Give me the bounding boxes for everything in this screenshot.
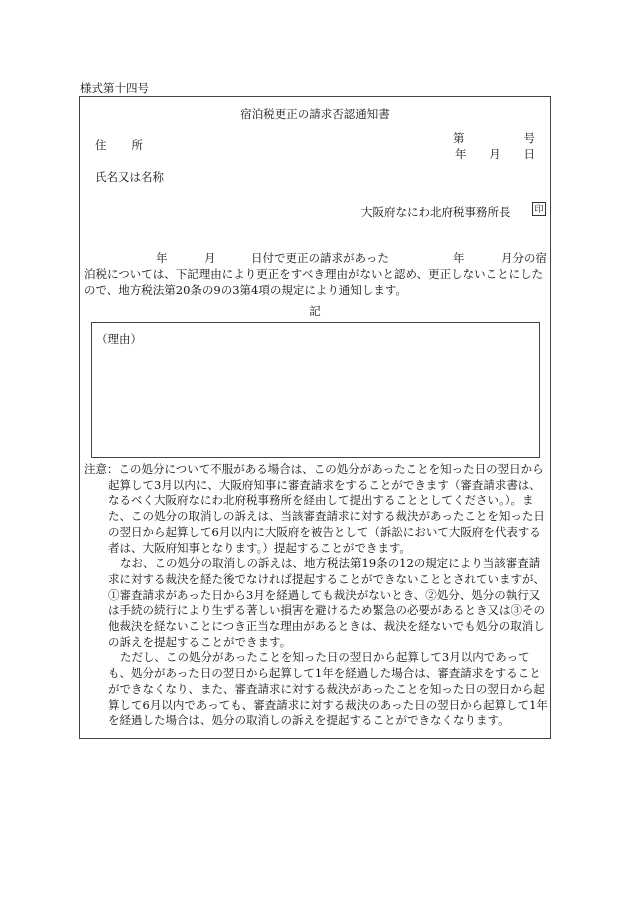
- body-line-3: ので、地方税法第20条の9の3第4項の規定により通知します。: [84, 283, 407, 297]
- doc-no-go: 号: [523, 131, 535, 145]
- date-month: 月: [489, 147, 501, 161]
- body-year-b: 年: [453, 251, 465, 265]
- address-label: [95, 137, 143, 153]
- body-line-2: 泊税については、下記理由により更正をすべき理由がないと認め、更正しないことにした: [84, 267, 544, 281]
- address-label-b: 所: [131, 138, 143, 152]
- notice-paragraph-2: なお、この処分の取消しの訴えは、地方税法第19条の12の規定により当該審査請求に対する裁決を経た後でなければ提起することができないこととされていますが、①審査請求があった日から3月を経過しても裁決がないとき、②処分、処分の執行又は手続の続行により生ずる著しい損害を避けるため緊急の必要があるとき又は③その他裁決を経ないことにつき正当な理由があるときは、裁決を経ないでも処分の取消しの訴えを提起することができます。: [108, 556, 545, 649]
- body-year-a: 年: [156, 251, 168, 265]
- body-line1-end: 月分の宿: [501, 251, 547, 265]
- notice-paragraph-3: ただし、この処分があったことを知った日の翌日から起算して3月以内であっても、処分があった日の翌日から起算して1年を経過した場合は、審査請求をすることができなくなり、また、審査請求に対する裁決があったことを知った日の翌日から起算して6月以内であっても、審査請求に対する裁決のあった日の翌日から起算して1年を経過した場合は、処分の取消しの訴えを提起することができなくなります。: [108, 650, 548, 728]
- body-line1-mid: 日付で更正の請求があった: [251, 251, 389, 265]
- name-label: 氏名又は名称: [95, 170, 164, 184]
- notice-section: [84, 462, 550, 729]
- document-title: 宿泊税更正の請求否認通知書: [240, 107, 390, 121]
- reason-box: [91, 322, 540, 458]
- notice-lead: 注意：この処分について不服がある場合は、この処分があったことを知った日の翌日から: [84, 462, 544, 476]
- seal-mark: 印: [532, 202, 546, 216]
- form-number: 様式第十四号: [80, 81, 149, 95]
- body-line-1: [84, 250, 550, 266]
- body-month-a: 月: [204, 251, 216, 265]
- sender-office: 大阪府なにわ北府税事務所長: [361, 205, 511, 219]
- date-year: 年: [455, 147, 467, 161]
- address-label-a: 住: [95, 138, 107, 152]
- notice-paragraph-1: 起算して3月以内に、大阪府知事に審査請求をすることができます（審査請求書は、なるべく大阪府なにわ北府税事務所を経由して提出することとしてください。）。また、この処分の取消しの訴えは、当該審査請求に対する裁決があったことを知った日の翌日から起算して6月以内に大阪府を被告として（訴訟において大阪府を代表する者は、大阪府知事となります。）提起することができます。: [108, 477, 545, 555]
- document-number-row: [453, 130, 535, 146]
- doc-no-dai: 第: [453, 131, 465, 145]
- issue-date-row: [455, 146, 535, 162]
- date-day: 日: [523, 147, 535, 161]
- reason-label: （理由）: [96, 332, 142, 346]
- ki-label: 記: [309, 304, 321, 318]
- notice-body: [84, 250, 550, 298]
